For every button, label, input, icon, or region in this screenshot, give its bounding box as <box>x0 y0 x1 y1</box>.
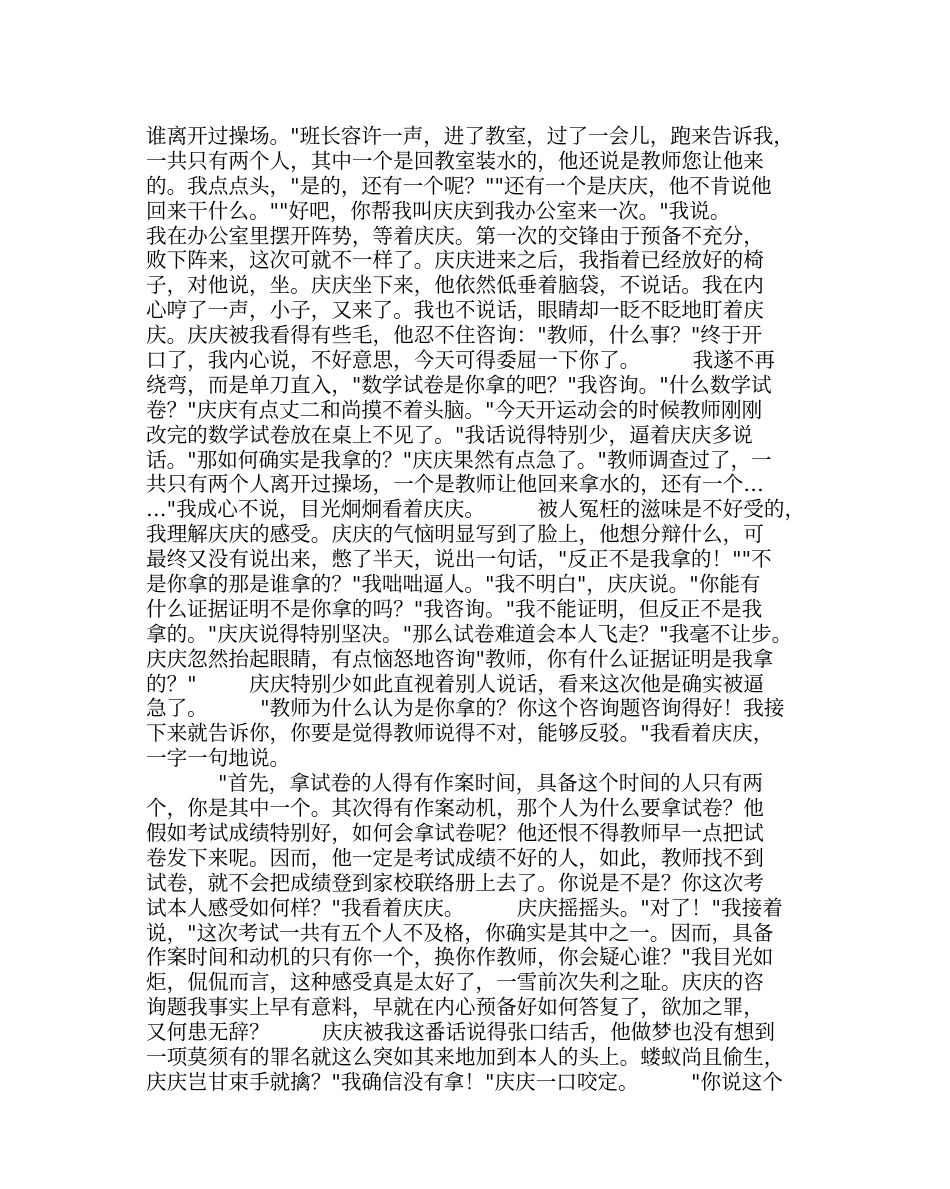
text-line: 败下阵来，这次可就不一样了。庆庆进来之后，我指着已经放好的椅 <box>146 248 764 273</box>
text-line: 一共只有两个人，其中一个是回教室装水的，他还说是教师您让他来 <box>146 148 764 173</box>
text-line: …"我成心不说，目光炯炯看着庆庆。 被人冤枉的滋味是不好受的， <box>146 497 806 522</box>
text-line: 话。"那如何确实是我拿的？"庆庆果然有点急了。"教师调查过了，一 <box>146 447 772 472</box>
text-line: 拿的。"庆庆说得特别坚决。"那么试卷难道会本人飞走？"我毫不让步。 <box>146 621 793 646</box>
text-line: 是你拿的那是谁拿的？"我咄咄逼人。"我不明白"，庆庆说。"你能有 <box>146 572 761 597</box>
text-line: 卷？"庆庆有点丈二和尚摸不着头脑。"今天开运动会的时候教师刚刚 <box>146 397 763 422</box>
text-line: 假如考试成绩特别好，如何会拿试卷呢？他还恨不得教师早一点把试 <box>146 820 764 845</box>
text-line: 最终又没有说出来，憋了半天，说出一句话，"反正不是我拿的！""不 <box>146 547 772 572</box>
text-line: 绕弯，而是单刀直入，"数学试卷是你拿的吧？"我咨询。"什么数学试 <box>146 372 772 397</box>
text-line: 庆庆岂甘束手就擒？"我确信没有拿！"庆庆一口咬定。 "你说这个 <box>146 1069 783 1094</box>
text-line: 一字一句地说。 <box>146 746 291 771</box>
body-text <box>146 124 826 1095</box>
text-line: "首先，拿试卷的人得有作案时间，具备这个时间的人只有两 <box>146 771 763 796</box>
text-line: 我在办公室里摆开阵势，等着庆庆。第一次的交锋由于预备不充分， <box>146 223 764 248</box>
text-line: 庆。庆庆被我看得有些毛，他忍不住咨询："教师，什么事？"终于开 <box>146 323 763 348</box>
text-line: 谁离开过操场。"班长容许一声，进了教室，过了一会儿，跑来告诉我， <box>146 124 794 148</box>
text-line: 又何患无辞？ 庆庆被我这番话说得张口结舌，他做梦也没有想到 <box>146 1020 775 1045</box>
text-line: 改完的数学试卷放在桌上不见了。"我话说得特别少，逼着庆庆多说 <box>146 422 753 447</box>
text-line: 下来就告诉你，你要是觉得教师说得不对，能够反驳。"我看着庆庆， <box>146 721 774 746</box>
text-line: 回来干什么。""好吧，你帮我叫庆庆到我办公室来一次。"我说。 <box>146 198 731 223</box>
text-line: 的。我点点头，"是的，还有一个呢？""还有一个是庆庆，他不肯说他 <box>146 173 772 198</box>
text-line: 询题我事实上早有意料，早就在内心预备好如何答复了，欲加之罪， <box>146 995 764 1020</box>
text-line: 的？" 庆庆特别少如此直视着别人说话，看来这次他是确实被逼 <box>146 671 764 696</box>
text-line: 说，"这次考试一共有五个人不及格，你确实是其中之一。因而，具备 <box>146 920 774 945</box>
text-line: 个，你是其中一个。其次得有作案动机，那个人为什么要拿试卷？他 <box>146 796 764 821</box>
text-line: 急了。 "教师为什么认为是你拿的？你这个咨询题咨询得好！我接 <box>146 696 785 721</box>
text-line: 卷发下来呢。因而，他一定是考试成绩不好的人，如此，教师找不到 <box>146 845 764 870</box>
text-line: 作案时间和动机的只有你一个，换你作教师，你会疑心谁？"我目光如 <box>146 945 774 970</box>
text-line: 子，对他说，坐。庆庆坐下来，他依然低垂着脑袋，不说话。我在内 <box>146 273 764 298</box>
text-line: 试本人感受如何样？"我看着庆庆。 庆庆摇摇头。"对了！"我接着 <box>146 895 783 920</box>
text-line: 庆庆忽然抬起眼睛，有点恼怒地咨询"教师，你有什么证据证明是我拿 <box>146 646 774 671</box>
text-line: 共只有两个人离开过操场，一个是教师让他回来拿水的，还有一个… <box>146 472 764 497</box>
text-line: 什么证据证明不是你拿的吗？"我咨询。"我不能证明，但反正不是我 <box>146 596 763 621</box>
text-line: 口了，我内心说，不好意思，今天可得委屈一下你了。 我遂不再 <box>146 348 775 373</box>
text-line: 我理解庆庆的感受。庆庆的气恼明显写到了脸上，他想分辩什么，可 <box>146 522 764 547</box>
text-line: 试卷，就不会把成绩登到家校联络册上去了。你说是不是？你这次考 <box>146 870 764 895</box>
text-line: 一项莫须有的罪名就这么突如其来地加到本人的头上。蝼蚁尚且偷生， <box>146 1044 785 1069</box>
text-line: 心哼了一声，小子，又来了。我也不说话，眼睛却一眨不眨地盯着庆 <box>146 298 764 323</box>
text-line: 炬，侃侃而言，这种感受真是太好了，一雪前次失利之耻。庆庆的咨 <box>146 970 764 995</box>
